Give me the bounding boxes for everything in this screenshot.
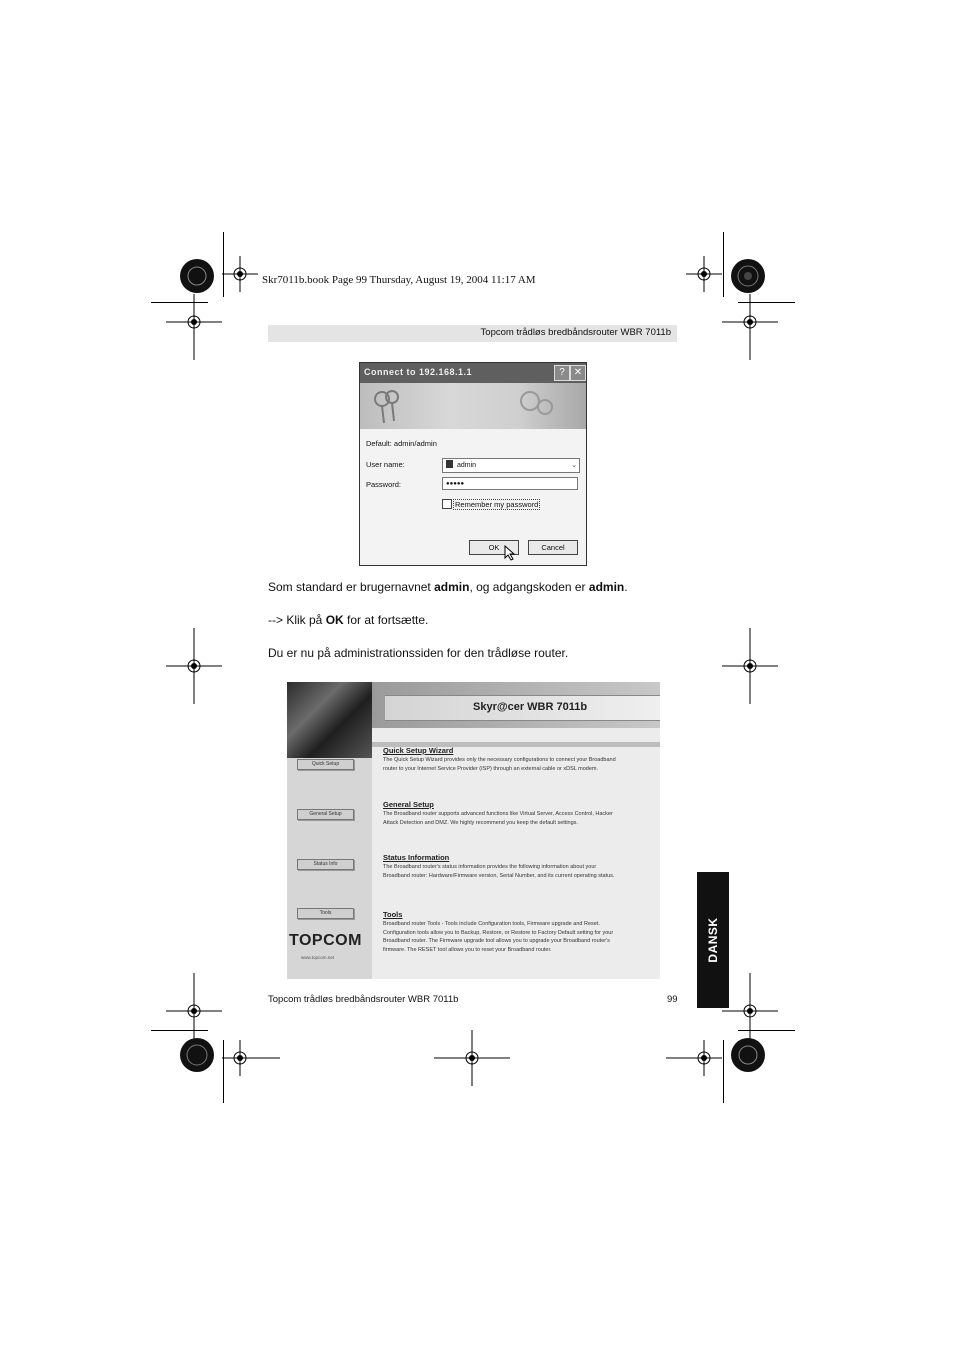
password-label: Password: [366, 480, 402, 489]
footer-title: Topcom trådløs bredbåndsrouter WBR 7011b [268, 994, 459, 1005]
topcom-url: www.topcom.net [301, 955, 335, 960]
text-segment: Som standard er brugernavnet [268, 580, 435, 594]
remember-checkbox[interactable] [442, 499, 452, 509]
credentials-paragraph [268, 580, 628, 594]
quick-setup-heading[interactable]: Quick Setup Wizard [383, 746, 454, 755]
tools-desc: Broadband router Tools - Tools include Configuration tools, Firmware upgrade and Reset. Configuration tools allow you to Backup, Restore, or Restore to Factory Default setting for your Broadband router. The Firmware upgrade tool allows you to upgrade your Broadband router's firmware. The RESET tool allows you to reset your Broadband router. [383, 921, 614, 953]
password-field[interactable]: ●●●●● [442, 477, 578, 490]
user-name-label: User name: [366, 460, 405, 469]
general-setup-button[interactable]: General Setup [297, 809, 354, 820]
keys-icon [360, 383, 586, 429]
running-header [268, 325, 677, 342]
page-number: 99 [667, 994, 678, 1005]
admin-page-paragraph: Du er nu på administrationssiden for den trådløse router. [268, 646, 569, 660]
username-emphasis: admin [434, 580, 470, 594]
user-name-value: admin [457, 462, 477, 469]
print-slug: Skr7011b.book Page 99 Thursday, August 19, 2004 11:17 AM [262, 274, 536, 286]
router-title-box [385, 695, 660, 721]
close-button[interactable]: ✕ [570, 365, 586, 381]
instruction-paragraph [268, 613, 428, 627]
general-setup-heading[interactable]: General Setup [383, 800, 434, 809]
login-dialog [359, 362, 587, 566]
language-tab-label: DANSK [706, 917, 720, 963]
text-segment: --> Klik på [268, 613, 326, 627]
tools-heading[interactable]: Tools [383, 910, 403, 919]
password-emphasis: admin [588, 580, 625, 594]
header-title: Topcom trådløs bredbåndsrouter WBR 7011b [480, 327, 671, 338]
dialog-title: Connect to 192.168.1.1 [364, 367, 473, 377]
router-title: Skyr@cer WBR 7011b [473, 701, 588, 713]
default-credentials-text: Default: admin/admin [366, 439, 437, 448]
circuit-board-image [287, 682, 372, 758]
user-icon [446, 460, 453, 468]
chevron-down-icon[interactable]: ⌄ [571, 462, 577, 469]
user-name-field[interactable] [442, 458, 580, 473]
tools-button[interactable]: Tools [297, 908, 354, 919]
router-admin-screenshot [287, 682, 660, 979]
quick-setup-button[interactable]: Quick Setup [297, 759, 354, 770]
remember-password-label[interactable]: Remember my password [455, 500, 539, 509]
topcom-logo: TOPCOM [289, 932, 362, 949]
cancel-button[interactable]: Cancel [528, 540, 578, 555]
status-info-heading[interactable]: Status Information [383, 853, 450, 862]
help-button[interactable]: ? [554, 365, 570, 381]
dialog-banner [360, 383, 586, 429]
status-info-desc: The Broadband router's status information provides the following information about your Broadband router: Hardware/Firmware version, Serial Number, and its current operating status. [383, 864, 615, 879]
quick-setup-desc: The Quick Setup Wizard provides only the necessary configurations to connect your Broadband router to your Internet Service Provider (ISP) through an external cable or xDSL modem. [383, 757, 616, 772]
text-segment: . [624, 580, 628, 594]
status-info-button[interactable]: Status Info [297, 859, 354, 870]
cursor-icon [504, 545, 516, 561]
ok-emphasis: OK [325, 613, 344, 627]
text-segment: , og adgangskoden er [469, 580, 589, 594]
text-segment: for at fortsætte. [343, 613, 429, 627]
ok-button[interactable]: OK [469, 540, 519, 555]
dialog-titlebar [360, 363, 586, 383]
language-tab [697, 872, 729, 1008]
general-setup-desc: The Broadband router supports advanced functions like Virtual Server, Access Control, Hacker Attack Detection and DMZ. We highly recommend you keep the default settings. [383, 811, 613, 826]
